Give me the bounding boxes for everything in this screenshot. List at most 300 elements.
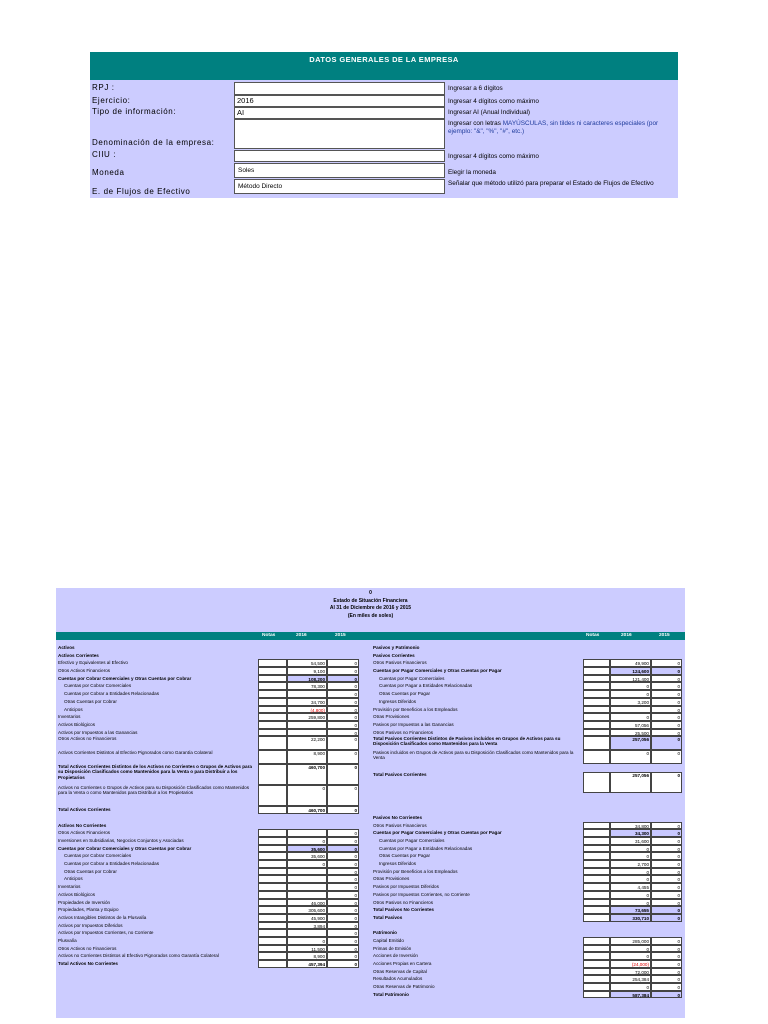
value-2016-cell[interactable]: 0 [610, 750, 651, 764]
value-2016-cell[interactable]: 259,800 [287, 713, 327, 721]
value-2015-cell[interactable]: 0 [651, 899, 682, 907]
line-item-label: Activos Corrientes Distintos al Efectivo Pignorados como Garantía Colateral [58, 750, 213, 756]
notes-cell[interactable] [258, 960, 287, 968]
value-2015-cell[interactable]: 0 [651, 991, 682, 999]
moneda-select[interactable]: Soles [234, 163, 445, 178]
notes-cell[interactable] [258, 945, 287, 953]
ejercicio-input[interactable]: 2016 [234, 95, 445, 107]
notes-cell[interactable] [583, 975, 610, 983]
value-2016-cell[interactable]: 3,200 [610, 698, 651, 706]
value-2016-cell[interactable]: 0 [610, 875, 651, 883]
line-item-label: Pasivos por Impuestos Diferidos [373, 884, 439, 890]
value-2016-cell[interactable]: 9,100 [287, 667, 327, 675]
value-2015-cell[interactable]: 0 [651, 906, 682, 914]
notes-cell[interactable] [583, 822, 610, 830]
value-2015-cell[interactable]: 0 [327, 736, 359, 750]
flujos-select[interactable]: Método Directo [234, 179, 445, 194]
value-2015-cell[interactable]: 0 [651, 868, 682, 876]
notes-cell[interactable] [258, 750, 287, 764]
notes-cell[interactable] [258, 764, 287, 785]
value-2016-cell[interactable]: 57,056 [610, 721, 651, 729]
value-2016-cell[interactable] [287, 929, 327, 937]
notes-cell[interactable] [583, 829, 610, 837]
statement-row [371, 991, 683, 999]
notes-cell[interactable] [583, 713, 610, 721]
notes-cell[interactable] [258, 829, 287, 837]
notes-cell[interactable] [583, 682, 610, 690]
notes-cell[interactable] [258, 845, 287, 853]
statement-row [371, 952, 683, 960]
value-2016-cell[interactable]: 0 [610, 899, 651, 907]
value-2015-cell[interactable]: 0 [651, 772, 682, 793]
denominacion-hint-text: Ingresar con letras [448, 120, 503, 127]
value-2015-cell[interactable]: 0 [651, 736, 682, 750]
notes-cell[interactable] [583, 945, 610, 953]
value-2015-cell[interactable]: 0 [327, 899, 359, 907]
value-2015-cell[interactable]: 0 [651, 852, 682, 860]
liabilities-equity-column [371, 644, 683, 998]
value-2016-cell[interactable]: 0 [610, 682, 651, 690]
notes-cell[interactable] [583, 659, 610, 667]
statement-row [56, 644, 361, 652]
value-2016-cell[interactable]: 0 [287, 937, 327, 945]
value-2015-cell[interactable]: 0 [651, 914, 682, 922]
notes-cell[interactable] [258, 860, 287, 868]
value-2015-cell[interactable]: 0 [651, 698, 682, 706]
notes-cell[interactable] [583, 675, 610, 683]
line-item-label: Otros Pasivos Financieros [373, 660, 427, 666]
line-item-label: Otros Activos no Financieros [58, 945, 117, 951]
line-item-label: Total Activos Corrientes Distintos de los Activos no Corrientes o Grupos de Activos para su Disposición Clasificados como Mantenidos para la Venta o para Distribuir a los Propietarios [58, 764, 252, 780]
value-2015-cell[interactable]: 0 [651, 860, 682, 868]
statement-row [56, 852, 361, 860]
value-2015-cell[interactable]: 0 [327, 914, 359, 922]
value-2016-cell[interactable]: 34,300 [610, 829, 651, 837]
value-2016-cell[interactable]: 31,600 [610, 837, 651, 845]
line-item-label: Otras Provisiones [373, 714, 410, 720]
value-2015-cell[interactable]: 0 [327, 845, 359, 853]
notes-cell[interactable] [258, 736, 287, 750]
value-2015-cell[interactable]: 0 [651, 829, 682, 837]
value-2016-cell[interactable] [287, 868, 327, 876]
statement-row [371, 837, 683, 845]
value-2015-cell[interactable]: 0 [327, 659, 359, 667]
value-2016-cell[interactable]: 257,056 [610, 772, 651, 793]
value-2015-cell[interactable]: 0 [327, 860, 359, 868]
statement-row [56, 845, 361, 853]
statement-row [56, 952, 361, 960]
value-2015-cell[interactable]: 0 [651, 875, 682, 883]
value-2016-cell[interactable]: 0 [610, 852, 651, 860]
notes-cell[interactable] [583, 906, 610, 914]
value-2015-cell[interactable]: 0 [327, 698, 359, 706]
value-2016-cell[interactable] [287, 721, 327, 729]
line-item-label: Cuentas por Cobrar a Entidades Relacionadas [64, 861, 159, 867]
value-2015-cell[interactable]: 0 [651, 690, 682, 698]
statement-row [56, 750, 361, 764]
value-2016-cell[interactable]: 3,894 [287, 922, 327, 930]
value-2016-cell[interactable] [287, 891, 327, 899]
statement-row [371, 667, 683, 675]
value-2015-cell[interactable]: 0 [327, 906, 359, 914]
value-2016-cell[interactable]: 0 [610, 845, 651, 853]
left-col-2016: 2016 [296, 633, 307, 638]
line-item-label: Plusvalía [58, 937, 77, 943]
value-2015-cell[interactable]: 0 [651, 822, 682, 830]
value-2016-cell[interactable]: 34,800 [610, 822, 651, 830]
notes-cell[interactable] [258, 852, 287, 860]
ciiu-input[interactable] [234, 150, 445, 162]
notes-cell[interactable] [258, 891, 287, 899]
notes-cell[interactable] [258, 922, 287, 930]
statement-row [371, 868, 683, 876]
notes-cell[interactable] [258, 706, 287, 714]
value-2016-cell[interactable]: 0 [287, 860, 327, 868]
notes-cell[interactable] [583, 729, 610, 737]
value-2016-cell[interactable]: 0 [610, 713, 651, 721]
statement-row [371, 706, 683, 714]
statement-row [371, 899, 683, 907]
statement-row [371, 822, 683, 830]
notes-cell[interactable] [583, 983, 610, 991]
notes-cell[interactable] [583, 690, 610, 698]
line-item-label: Activos por Impuestos a las Ganancias [58, 729, 138, 735]
notes-cell[interactable] [258, 667, 287, 675]
notes-cell[interactable] [258, 698, 287, 706]
value-2016-cell[interactable]: 257,056 [610, 736, 651, 750]
value-2015-cell[interactable]: 0 [327, 852, 359, 860]
notes-cell[interactable] [258, 659, 287, 667]
value-2015-cell[interactable]: 0 [651, 729, 682, 737]
notes-cell[interactable] [583, 875, 610, 883]
value-2015-cell[interactable]: 0 [651, 750, 682, 764]
notes-cell[interactable] [258, 713, 287, 721]
value-2016-cell[interactable]: 254,384 [610, 975, 651, 983]
value-2016-cell[interactable]: 0 [287, 837, 327, 845]
left-col-2015: 2015 [335, 633, 346, 638]
notes-cell[interactable] [583, 736, 610, 750]
value-2015-cell[interactable]: 0 [327, 750, 359, 764]
statement-row [371, 814, 683, 822]
statement-row [56, 721, 361, 729]
value-2016-cell[interactable]: 35,600 [287, 845, 327, 853]
value-2016-cell[interactable]: 49,900 [610, 659, 651, 667]
value-2015-cell[interactable]: 0 [327, 690, 359, 698]
value-2015-cell[interactable]: 0 [651, 975, 682, 983]
value-2016-cell[interactable]: 121,400 [610, 675, 651, 683]
value-2016-cell[interactable] [287, 690, 327, 698]
notes-cell[interactable] [258, 721, 287, 729]
value-2015-cell[interactable]: 0 [327, 713, 359, 721]
notes-cell[interactable] [583, 706, 610, 714]
line-item-label: Otras Reservas de Patrimonio [373, 984, 435, 990]
value-2016-cell[interactable]: 0 [610, 690, 651, 698]
statement-row [371, 914, 683, 922]
line-item-label: Capital Emitido [373, 937, 404, 943]
statement-row [56, 667, 361, 675]
value-2015-cell[interactable]: 0 [327, 682, 359, 690]
denominacion-hint-uppercase: MAYÚSCULAS, sin tildes ni caracteres especiales (por ejemplo: "&", "%", "#", etc.) [448, 120, 659, 135]
statement-company: 0 [369, 590, 372, 596]
statement-row [371, 690, 683, 698]
value-2015-cell[interactable]: 0 [651, 675, 682, 683]
value-2015-cell[interactable]: 0 [651, 667, 682, 675]
statement-row [56, 713, 361, 721]
value-2016-cell[interactable]: 108,200 [287, 675, 327, 683]
notes-cell[interactable] [258, 937, 287, 945]
notes-cell[interactable] [583, 960, 610, 968]
statement-row [56, 698, 361, 706]
notes-cell[interactable] [583, 860, 610, 868]
line-item-label: Otros Pasivos Financieros [373, 822, 427, 828]
notes-cell[interactable] [258, 806, 287, 814]
value-2016-cell[interactable]: (4,800) [287, 706, 327, 714]
value-2015-cell[interactable]: 0 [327, 829, 359, 837]
value-2016-cell[interactable]: 330,710 [610, 914, 651, 922]
value-2016-cell[interactable]: 587,384 [610, 991, 651, 999]
value-2015-cell[interactable]: 0 [327, 706, 359, 714]
value-2016-cell[interactable]: 460,700 [287, 764, 327, 785]
line-item-label: Acciones Propias en Cartera [373, 961, 432, 966]
value-2016-cell[interactable] [287, 729, 327, 737]
value-2015-cell[interactable]: 0 [651, 682, 682, 690]
value-2015-cell[interactable]: 0 [327, 937, 359, 945]
notes-cell[interactable] [583, 721, 610, 729]
notes-cell[interactable] [583, 899, 610, 907]
value-2015-cell[interactable]: 0 [327, 929, 359, 937]
statement-row [56, 914, 361, 922]
value-2016-cell[interactable]: 35,600 [287, 852, 327, 860]
statement-row [371, 845, 683, 853]
notes-cell[interactable] [583, 667, 610, 675]
value-2015-cell[interactable]: 0 [651, 837, 682, 845]
value-2016-cell[interactable]: 54,500 [287, 659, 327, 667]
notes-cell[interactable] [258, 868, 287, 876]
notes-cell[interactable] [258, 883, 287, 891]
value-2016-cell[interactable]: 45,900 [287, 914, 327, 922]
notes-cell[interactable] [258, 914, 287, 922]
value-2015-cell[interactable]: 0 [651, 883, 682, 891]
notes-cell[interactable] [258, 837, 287, 845]
denominacion-label: Denominación de la empresa: [92, 138, 215, 147]
value-2015-cell[interactable]: 0 [327, 837, 359, 845]
value-2015-cell[interactable]: 0 [327, 891, 359, 899]
notes-cell[interactable] [258, 875, 287, 883]
line-item-label: Total Patrimonio [373, 991, 409, 997]
value-2015-cell[interactable]: 0 [327, 868, 359, 876]
notes-cell[interactable] [583, 868, 610, 876]
notes-cell[interactable] [583, 891, 610, 899]
notes-cell[interactable] [258, 675, 287, 683]
notes-cell[interactable] [258, 690, 287, 698]
line-item-label: Pasivos Corrientes [373, 652, 415, 658]
value-2015-cell[interactable]: 0 [327, 764, 359, 785]
value-2016-cell[interactable]: 8,900 [287, 750, 327, 764]
line-item-label: Total Pasivos [373, 914, 403, 920]
value-2015-cell[interactable]: 0 [327, 667, 359, 675]
value-2016-cell[interactable]: 0 [610, 945, 651, 953]
value-2015-cell[interactable]: 0 [651, 968, 682, 976]
value-2016-cell[interactable] [287, 875, 327, 883]
statement-row [371, 960, 683, 968]
notes-cell[interactable] [583, 772, 610, 793]
value-2015-cell[interactable]: 0 [327, 675, 359, 683]
statement-row [371, 968, 683, 976]
line-item-label: Otras Reservas de Capital [373, 968, 427, 974]
statement-row [56, 945, 361, 953]
value-2016-cell[interactable]: 34,700 [287, 698, 327, 706]
line-item-label: Provisión por Beneficios a los Empleados [373, 868, 458, 874]
notes-cell[interactable] [583, 914, 610, 922]
statement-row [371, 906, 683, 914]
notes-cell[interactable] [583, 750, 610, 764]
value-2015-cell[interactable]: 0 [327, 883, 359, 891]
value-2015-cell[interactable]: 0 [327, 729, 359, 737]
line-item-label: Pasivos por Impuestos a las Ganancias [373, 721, 454, 727]
value-2015-cell[interactable]: 0 [327, 922, 359, 930]
statement-row [371, 652, 683, 660]
statement-row [371, 729, 683, 737]
statement-row [371, 891, 683, 899]
value-2016-cell[interactable]: 0 [287, 785, 327, 806]
line-item-label: Cuentas por Pagar a Entidades Relacionadas [379, 683, 473, 689]
company-data-form [90, 52, 678, 198]
statement-row [56, 659, 361, 667]
notes-cell[interactable] [258, 899, 287, 907]
moneda-label: Moneda [92, 168, 125, 177]
value-2016-cell[interactable] [287, 883, 327, 891]
value-2016-cell[interactable]: 0 [610, 983, 651, 991]
line-item-label: Efectivo y Equivalentes al Efectivo [58, 660, 128, 666]
value-2015-cell[interactable]: 0 [327, 960, 359, 968]
value-2015-cell[interactable]: 0 [651, 960, 682, 968]
notes-cell[interactable] [258, 906, 287, 914]
notes-cell[interactable] [583, 845, 610, 853]
value-2016-cell[interactable]: 0 [610, 952, 651, 960]
notes-cell[interactable] [258, 785, 287, 806]
value-2016-cell[interactable]: 25,500 [610, 729, 651, 737]
statement-row [371, 945, 683, 953]
notes-cell[interactable] [583, 883, 610, 891]
value-2016-cell[interactable]: 11,500 [287, 945, 327, 953]
statement-title: Estado de Situación Financiera [333, 597, 408, 604]
line-item-label: Otros Activos no Financieros [58, 736, 117, 742]
value-2015-cell[interactable]: 0 [651, 983, 682, 991]
value-2016-cell[interactable] [287, 829, 327, 837]
value-2015-cell[interactable]: 0 [651, 945, 682, 953]
value-2016-cell[interactable]: 460,700 [287, 806, 327, 814]
rpj-input[interactable] [234, 82, 445, 95]
notes-cell[interactable] [583, 837, 610, 845]
line-item-label: Provisión por Beneficios a los Empleados [373, 706, 458, 712]
right-col-2015: 2015 [659, 633, 670, 638]
value-2016-cell[interactable]: 73,655 [610, 906, 651, 914]
statement-row [56, 675, 361, 683]
value-2016-cell[interactable]: 8,900 [287, 952, 327, 960]
value-2016-cell[interactable]: 0 [610, 868, 651, 876]
statement-row [371, 659, 683, 667]
value-2015-cell[interactable]: 0 [651, 721, 682, 729]
value-2015-cell[interactable]: 0 [327, 806, 359, 814]
value-2016-cell[interactable]: 0 [610, 891, 651, 899]
statement-row [56, 652, 361, 660]
value-2016-cell[interactable]: 457,394 [287, 960, 327, 968]
line-item-label: Cuentas por Pagar Comerciales y Otras Cuentas por Pagar [373, 668, 502, 674]
value-2015-cell[interactable]: 0 [651, 706, 682, 714]
line-item-label: Cuentas por Pagar Comerciales [379, 675, 445, 681]
statement-row [371, 682, 683, 690]
notes-cell[interactable] [583, 968, 610, 976]
statement-row [371, 975, 683, 983]
column-header-bar [56, 632, 685, 640]
statement-row [371, 713, 683, 721]
value-2016-cell[interactable]: 46,000 [287, 899, 327, 907]
notes-cell[interactable] [258, 682, 287, 690]
line-item-label: Otros Pasivos no Financieros [373, 729, 433, 735]
value-2015-cell[interactable]: 0 [651, 952, 682, 960]
tipo-row [90, 107, 678, 118]
line-item-label: Cuentas por Pagar a Entidades Relacionadas [379, 845, 473, 851]
line-item-label: Total Pasivos Corrientes [373, 771, 427, 777]
statement-row [56, 875, 361, 883]
statement-row [371, 750, 683, 764]
notes-cell[interactable] [583, 852, 610, 860]
statement-row [56, 891, 361, 899]
value-2016-cell[interactable]: 285,000 [610, 937, 651, 945]
line-item-label: Activos por Impuestos Corrientes, no Corriente [58, 930, 154, 936]
value-2016-cell[interactable]: 78,300 [287, 682, 327, 690]
value-2015-cell[interactable]: 0 [651, 845, 682, 853]
value-2015-cell[interactable]: 0 [327, 785, 359, 806]
value-2015-cell[interactable]: 0 [651, 659, 682, 667]
value-2016-cell[interactable] [610, 706, 651, 714]
line-item-label: Resultados Acumulados [373, 976, 423, 982]
notes-cell[interactable] [583, 991, 610, 999]
value-2015-cell[interactable]: 0 [327, 952, 359, 960]
tipo-input[interactable]: AI [234, 107, 445, 119]
line-item-label: Cuentas por Cobrar Comerciales y Otras Cuentas por Cobrar [58, 845, 192, 851]
line-item-label: Activos no Corrientes o Grupos de Activos para su Disposición Clasificados como Mantenidos para la Venta o como Mantenidos para Distribuir a los Propietarios [58, 785, 249, 796]
notes-cell[interactable] [258, 729, 287, 737]
value-2015-cell[interactable]: 0 [651, 937, 682, 945]
notes-cell[interactable] [583, 698, 610, 706]
ejercicio-label: Ejercicio: [92, 96, 131, 105]
value-2016-cell[interactable]: 124,600 [610, 667, 651, 675]
notes-cell[interactable] [258, 929, 287, 937]
denominacion-input[interactable] [234, 119, 445, 149]
value-2015-cell[interactable]: 0 [327, 721, 359, 729]
denominacion-hint [448, 120, 678, 136]
value-2016-cell[interactable]: 4,455 [610, 883, 651, 891]
notes-cell[interactable] [258, 952, 287, 960]
value-2016-cell[interactable]: (24,000) [610, 960, 651, 968]
flujos-hint: Señalar que método utilizó para preparar el Estado de Flujos de Efectivo [448, 180, 654, 187]
value-2016-cell[interactable]: 72,000 [610, 968, 651, 976]
line-item-label: Inventarios [58, 884, 81, 890]
value-2015-cell[interactable]: 0 [651, 891, 682, 899]
line-item-label: Anticipos [64, 706, 83, 712]
value-2015-cell[interactable]: 0 [327, 875, 359, 883]
value-2016-cell[interactable]: 305,600 [287, 906, 327, 914]
value-2015-cell[interactable]: 0 [327, 945, 359, 953]
notes-cell[interactable] [583, 952, 610, 960]
line-item-label: Activos No Corrientes [58, 822, 107, 828]
notes-cell[interactable] [583, 937, 610, 945]
value-2015-cell[interactable]: 0 [651, 713, 682, 721]
value-2016-cell[interactable]: 22,200 [287, 736, 327, 750]
moneda-hint: Elegir la moneda [448, 169, 496, 176]
value-2016-cell[interactable]: 2,700 [610, 860, 651, 868]
